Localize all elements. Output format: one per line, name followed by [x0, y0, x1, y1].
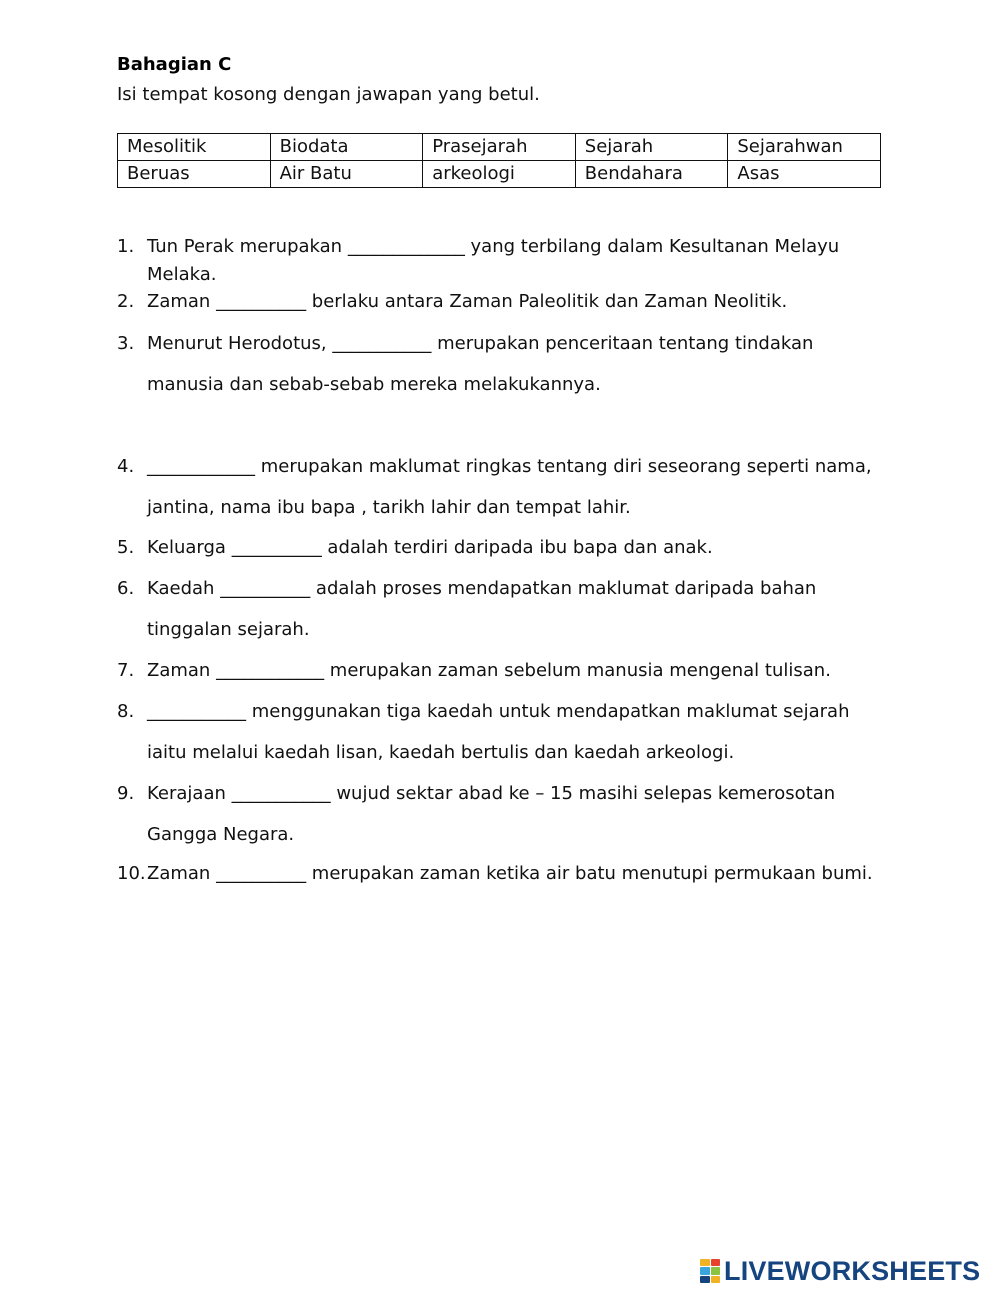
question-number: 4. — [117, 456, 135, 477]
word-bank-row — [118, 161, 881, 188]
question-10 — [117, 860, 877, 888]
question-number: 10. — [117, 863, 146, 884]
word-bank-row — [118, 134, 881, 161]
question-text — [147, 233, 877, 289]
question-text-after: adalah terdiri daripada ibu bapa dan anak. — [321, 537, 713, 558]
question-text-after: merupakan maklumat ringkas tentang diri seseorang seperti nama, jantina, nama ibu bapa , tarikh lahir dan tempat lahir. — [147, 456, 872, 518]
question-text — [147, 527, 877, 568]
question-text-before: Menurut Herodotus, — [147, 333, 333, 354]
word-bank-cell: arkeologi — [423, 161, 576, 188]
question-text — [147, 650, 877, 691]
question-number: 3. — [117, 333, 135, 354]
question-8 — [117, 691, 877, 773]
word-bank-cell: Asas — [728, 161, 881, 188]
answer-blank[interactable]: __________ — [220, 578, 311, 599]
question-text-before: Zaman — [147, 660, 217, 681]
question-text-before: Keluarga — [147, 537, 232, 558]
answer-blank[interactable]: ____________ — [216, 660, 325, 681]
question-number: 5. — [117, 537, 135, 558]
word-bank-cell: Sejarah — [575, 134, 728, 161]
word-bank-cell: Bendahara — [575, 161, 728, 188]
word-bank-cell: Beruas — [118, 161, 271, 188]
instruction-text: Isi tempat kosong dengan jawapan yang betul. — [117, 84, 540, 105]
answer-blank[interactable]: __________ — [216, 863, 307, 884]
question-text-after: merupakan zaman sebelum manusia mengenal tulisan. — [324, 660, 831, 681]
question-text — [147, 446, 877, 528]
question-7 — [117, 650, 877, 691]
word-bank-cell: Sejarahwan — [728, 134, 881, 161]
word-bank-cell: Air Batu — [270, 161, 423, 188]
question-text-after: merupakan zaman ketika air batu menutupi permukaan bumi. — [306, 863, 873, 884]
question-text-after: wujud sektar abad ke – 15 masihi selepas kemerosotan Gangga Negara. — [147, 783, 836, 845]
question-6 — [117, 568, 877, 650]
question-2 — [117, 288, 877, 316]
question-text-before: Zaman — [147, 863, 217, 884]
question-number: 8. — [117, 701, 135, 722]
answer-blank[interactable]: ___________ — [332, 333, 432, 354]
question-text-before: Kerajaan — [147, 783, 232, 804]
liveworksheets-logo[interactable] — [700, 1256, 980, 1286]
question-text — [147, 773, 877, 855]
question-number: 6. — [117, 578, 135, 599]
answer-blank[interactable]: _____________ — [347, 236, 465, 257]
question-number: 1. — [117, 236, 135, 257]
answer-blank[interactable]: ___________ — [147, 701, 246, 722]
question-number: 9. — [117, 783, 135, 804]
question-text — [147, 323, 877, 405]
question-text — [147, 288, 877, 316]
question-4 — [117, 446, 877, 528]
question-1 — [117, 233, 877, 289]
answer-blank[interactable]: ___________ — [231, 783, 331, 804]
question-text — [147, 568, 877, 650]
question-9 — [117, 773, 877, 855]
word-bank-cell: Biodata — [270, 134, 423, 161]
question-text-before: Tun Perak merupakan — [147, 236, 348, 257]
question-number: 7. — [117, 660, 135, 681]
answer-blank[interactable]: ____________ — [147, 456, 255, 477]
question-text-after: yang terbilang dalam Kesultanan Melayu Melaka. — [147, 236, 840, 285]
answer-blank[interactable]: __________ — [231, 537, 322, 558]
question-text-after: berlaku antara Zaman Paleolitik dan Zaman Neolitik. — [306, 291, 788, 312]
question-text — [147, 860, 877, 888]
word-bank-table — [117, 133, 881, 188]
question-text-before: Zaman — [147, 291, 217, 312]
question-text-after: menggunakan tiga kaedah untuk mendapatkan maklumat sejarah iaitu melalui kaedah lisan, kaedah bertulis dan kaedah arkeologi. — [147, 701, 850, 763]
question-3 — [117, 323, 877, 405]
logo-text: LIVEWORKSHEETS — [724, 1255, 981, 1286]
word-bank-cell: Mesolitik — [118, 134, 271, 161]
answer-blank[interactable]: __________ — [216, 291, 307, 312]
liveworksheets-logo-icon — [700, 1259, 720, 1283]
section-title: Bahagian C — [117, 54, 232, 75]
question-number: 2. — [117, 291, 135, 312]
question-text-after: adalah proses mendapatkan maklumat daripada bahan tinggalan sejarah. — [147, 578, 817, 640]
question-text — [147, 691, 877, 773]
word-bank-cell: Prasejarah — [423, 134, 576, 161]
question-text-after: merupakan penceritaan tentang tindakan manusia dan sebab-sebab mereka melakukannya. — [147, 333, 814, 395]
question-text-before: Kaedah — [147, 578, 221, 599]
question-5 — [117, 527, 877, 568]
